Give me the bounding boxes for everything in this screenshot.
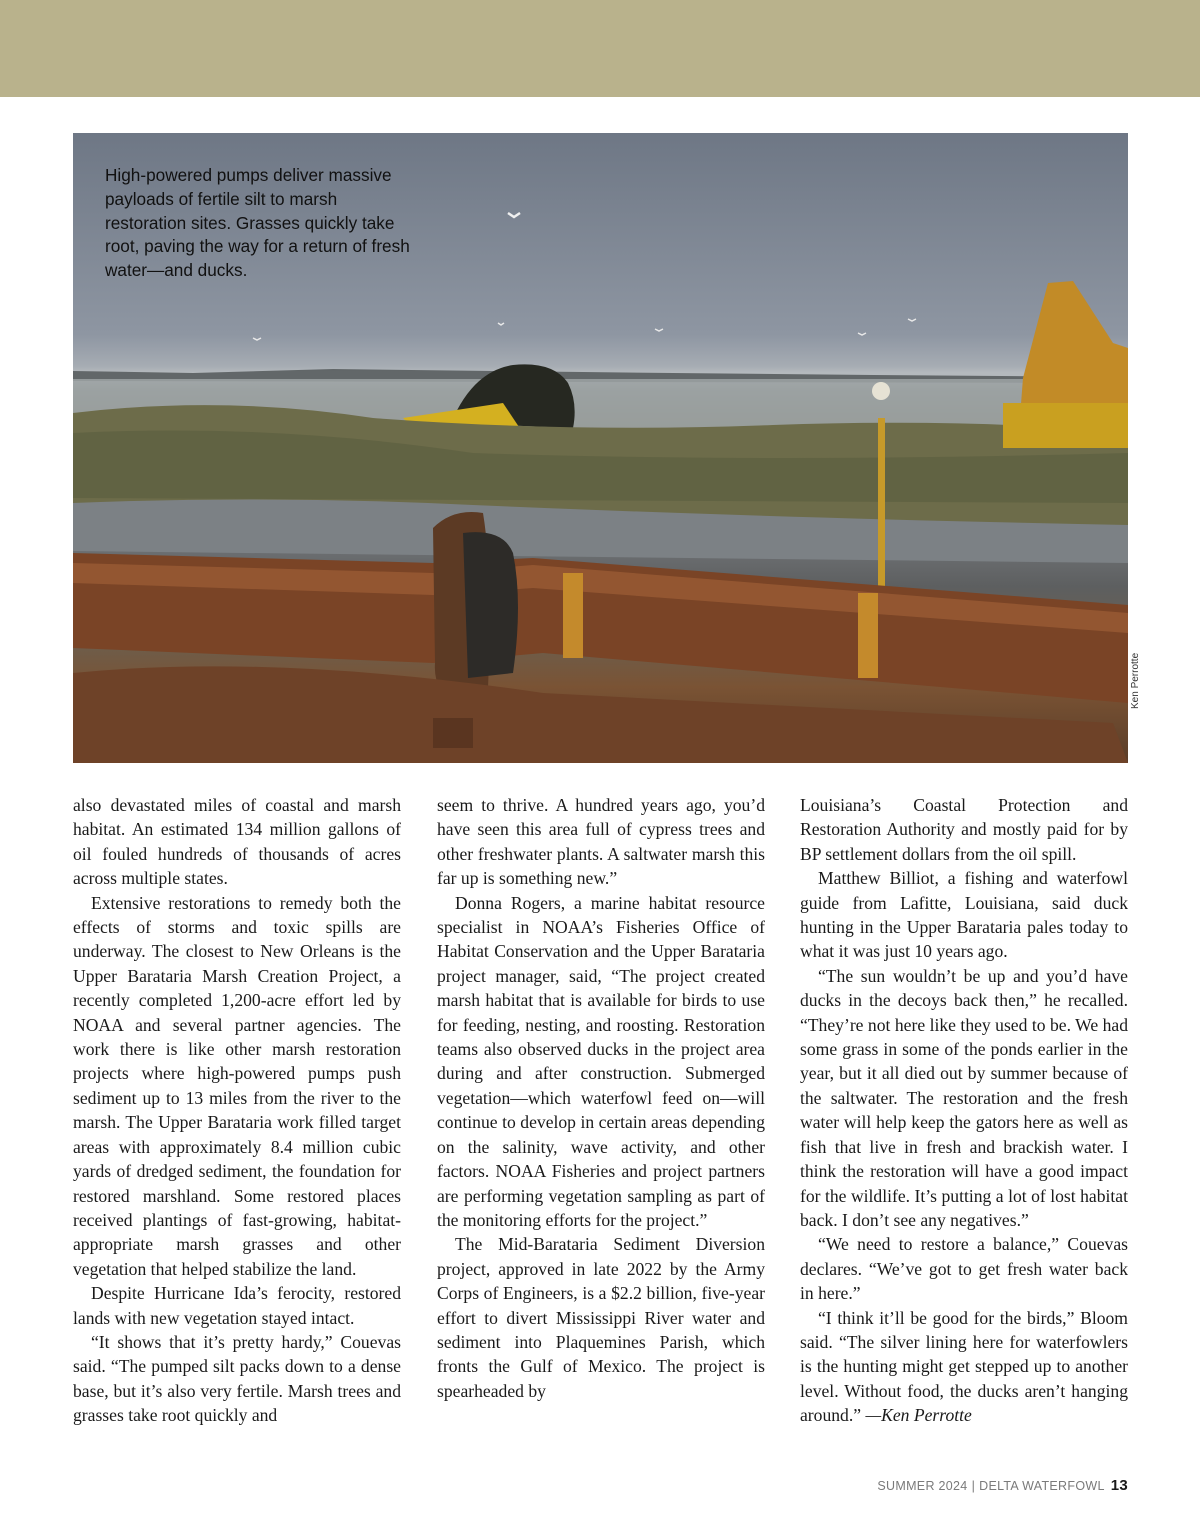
page-number: 13 bbox=[1110, 1477, 1128, 1494]
pipeline-marsh-photo bbox=[73, 133, 1128, 763]
article-column-2 bbox=[437, 793, 765, 1403]
footer-separator: | bbox=[971, 1479, 976, 1493]
paragraph: “The sun wouldn’t be up and you’d have ducks in the decoys back then,” he recalled. “They’re not here like they used to be. We had some grass in some of the ponds earlier in the year, but it all died out by summer because of the saltwater. The restoration and the fresh water will help keep the gators here as well as fish that live in fresh and brackish water. I think the restoration will have a good impact for the wildlife. It’s putting a lot of lost habitat back. I don’t see any negatives.” bbox=[800, 965, 1128, 1230]
article-column-1 bbox=[73, 793, 401, 1428]
paragraph: “We need to restore a balance,” Couevas declares. “We’ve got to get fresh water back in here.” bbox=[800, 1234, 1128, 1304]
issue-label: SUMMER 2024 bbox=[877, 1479, 968, 1493]
paragraph: seem to thrive. A hundred years ago, you’d have seen this area full of cypress trees and other freshwater plants. A saltwater marsh this far up is something new.” bbox=[437, 795, 765, 889]
paragraph: Matthew Billiot, a fishing and waterfowl guide from Lafitte, Louisiana, said duck hunting in the Upper Barataria pales today to what it was just 10 years ago. bbox=[800, 868, 1128, 962]
photo-credit: Ken Perrotte bbox=[1130, 652, 1141, 709]
photo-caption: High-powered pumps deliver massive payloads of fertile silt to marsh restoration sites. Grasses quickly take root, paving the way for a return of fresh water—and ducks. bbox=[105, 165, 410, 281]
paragraph: Extensive restorations to remedy both the effects of storms and toxic spills are underway. The closest to New Orleans is the Upper Barataria Marsh Creation Project, a recently completed 1,200-acre effort led by NOAA and several partner agencies. The work there is like other marsh restoration projects where high-powered pumps push sediment up to 13 miles from the river to the marsh. The Upper Barataria work filled target areas with approximately 8.4 million cubic yards of dredged sediment, the foundation for restored marshland. Some restored places received plantings of fast-growing, habitat-appropriate marsh grasses and other vegetation that helped stabilize the land. bbox=[73, 892, 401, 1279]
top-color-band bbox=[0, 0, 1200, 97]
paragraph: “It shows that it’s pretty hardy,” Couevas said. “The pumped silt packs down to a dense base, but it’s also very fertile. Marsh trees and grasses take root quickly and bbox=[73, 1331, 401, 1426]
author-byline: —Ken Perrotte bbox=[865, 1405, 972, 1426]
paragraph: The Mid-Barataria Sediment Diversion project, approved in late 2022 by the Army Corps of Engineers, is a $2.2 billion, five-year effort to divert Mississippi River water and sediment into Plaquemines Parish, which fronts the Gulf of Mexico. The project is spearheaded by bbox=[437, 1234, 765, 1401]
paragraph: Louisiana’s Coastal Protection and Restoration Authority and mostly paid for by BP settlement dollars from the oil spill. bbox=[800, 795, 1128, 864]
paragraph: Despite Hurricane Ida’s ferocity, restored lands with new vegetation stayed intact. bbox=[73, 1283, 401, 1328]
paragraph: Donna Rogers, a marine habitat resource specialist in NOAA’s Fisheries Office of Habitat Conservation and the Upper Barataria project manager, said, “The project created marsh habitat that is available for birds to use for feeding, nesting, and roosting. Restoration teams also observed ducks in the project area during and after construction. Submerged vegetation—which waterfowl feed on—will continue to develop in certain areas depending on the salinity, wave activity, and other factors. NOAA Fisheries and project partners are performing vegetation sampling as part of the monitoring efforts for the project.” bbox=[437, 892, 765, 1230]
page-footer bbox=[877, 1476, 1128, 1496]
paragraph-text: “I think it’ll be good for the birds,” Bloom said. “The silver lining here for waterfowlers is the hunting might get stepped up to another level. Without food, the ducks aren’t hanging around.” bbox=[800, 1307, 1128, 1426]
paragraph: also devastated miles of coastal and marsh habitat. An estimated 134 million gallons of oil fouled hundreds of thousands of acres across multiple states. bbox=[73, 795, 401, 889]
publication-name: DELTA WATERFOWL bbox=[979, 1479, 1105, 1493]
paragraph-with-byline bbox=[800, 1306, 1128, 1428]
article-column-3 bbox=[800, 793, 1128, 1428]
